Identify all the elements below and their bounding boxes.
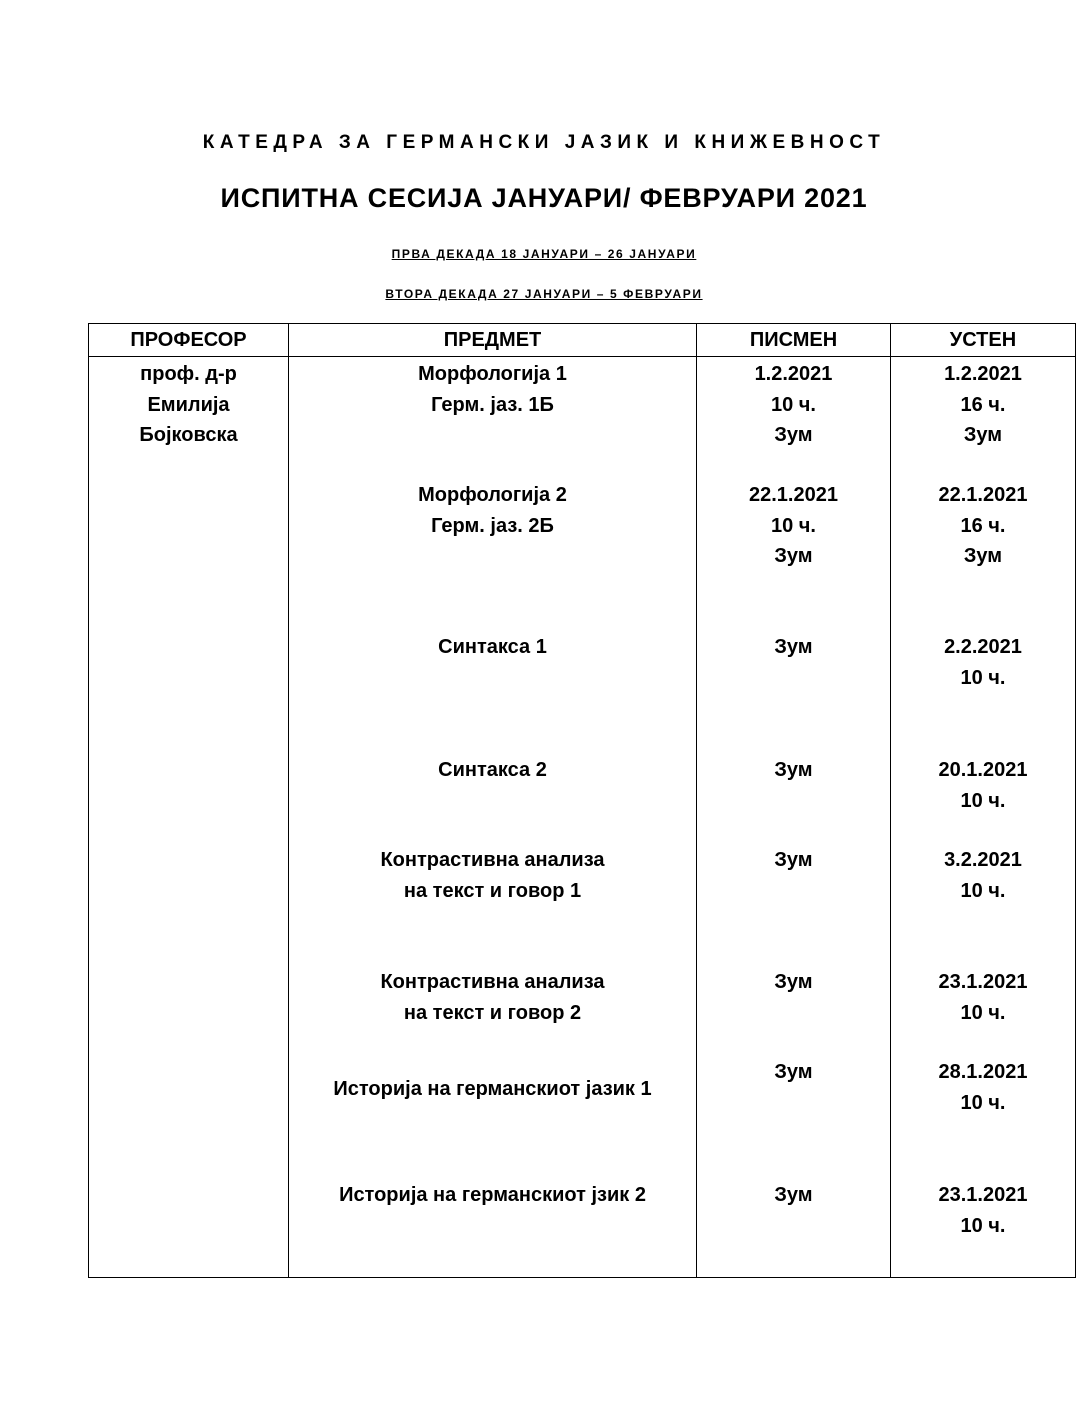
table-header-row xyxy=(89,324,1076,357)
table-body-row xyxy=(89,357,1076,1278)
oral-exam-line: 20.1.2021 xyxy=(938,759,1028,781)
subject-line: Герм. јаз. 2Б xyxy=(431,514,554,537)
oral-exam-line: 10 ч. xyxy=(960,1214,1006,1237)
subject-line: Историја на германскиот јзик 2 xyxy=(339,1184,646,1206)
oral-exam-line: 10 ч. xyxy=(960,789,1006,812)
subject-line: Контрастивна анализа xyxy=(380,849,605,871)
written-exam-line: Зум xyxy=(774,759,813,781)
oral-exam-line: 3.2.2021 xyxy=(944,849,1022,871)
written-exam-line: Зум xyxy=(774,1061,813,1083)
column-header-written: ПИСМЕН xyxy=(697,324,891,357)
professor-name-line: проф. д-р xyxy=(140,363,237,385)
written-exam-line: Зум xyxy=(774,849,813,871)
subject-line: на текст и говор 2 xyxy=(403,1001,582,1024)
written-exam-line: 10 ч. xyxy=(771,514,816,537)
column-header-oral: УСТЕН xyxy=(891,324,1076,357)
written-exam-line: Зум xyxy=(774,636,813,658)
subject-line: Контрастивна анализа xyxy=(380,971,605,993)
subject-line: Синтакса 2 xyxy=(438,759,547,781)
subject-line: Герм. јаз. 1Б xyxy=(431,393,554,416)
oral-exam-line: Зум xyxy=(963,424,1003,446)
department-heading: КАТЕДРА ЗА ГЕРМАНСКИ ЈАЗИК И КНИЖЕВНОСТ xyxy=(202,132,886,153)
second-decade-line: ВТОРА ДЕКАДА 27 ЈАНУАРИ – 5 ФЕВРУАРИ xyxy=(385,287,703,301)
written-exam-line: Зум xyxy=(774,1184,813,1206)
oral-exam-line: 16 ч. xyxy=(960,514,1006,537)
column-header-subject: ПРЕДМЕТ xyxy=(289,324,697,357)
oral-cell xyxy=(891,357,1076,1278)
exam-schedule-table xyxy=(88,323,1076,1278)
professor-cell xyxy=(89,357,289,1278)
written-exam-line: 22.1.2021 xyxy=(749,484,838,506)
written-exam-line: 10 ч. xyxy=(771,393,816,416)
oral-exam-line: 10 ч. xyxy=(960,1091,1006,1114)
subject-cell xyxy=(289,357,697,1278)
oral-exam-line: 23.1.2021 xyxy=(938,1184,1028,1206)
subject-line: Морфологија 2 xyxy=(418,484,567,506)
column-header-professor: ПРОФЕСОР xyxy=(89,324,289,357)
written-exam-line: Зум xyxy=(774,971,813,993)
written-exam-line: 1.2.2021 xyxy=(754,363,833,385)
subject-line: Морфологија 1 xyxy=(418,363,567,385)
oral-exam-line: 1.2.2021 xyxy=(944,363,1022,385)
written-cell xyxy=(697,357,891,1278)
written-exam-line: Зум xyxy=(774,545,813,567)
subject-line: Историја на германскиот јазик 1 xyxy=(333,1078,652,1100)
oral-exam-line: 16 ч. xyxy=(960,393,1006,416)
first-decade-line: ПРВА ДЕКАДА 18 ЈАНУАРИ – 26 ЈАНУАРИ xyxy=(391,247,697,261)
professor-name-line: Емилија xyxy=(147,393,230,416)
oral-exam-line: Зум xyxy=(963,545,1003,567)
oral-exam-line: 10 ч. xyxy=(960,879,1006,902)
subject-line: Синтакса 1 xyxy=(438,636,547,658)
oral-exam-line: 2.2.2021 xyxy=(944,636,1022,658)
professor-name-line: Бојковска xyxy=(139,424,238,446)
oral-exam-line: 28.1.2021 xyxy=(938,1061,1028,1083)
oral-exam-line: 23.1.2021 xyxy=(938,971,1028,993)
oral-exam-line: 22.1.2021 xyxy=(938,484,1028,506)
written-exam-line: Зум xyxy=(774,424,813,446)
subject-line: на текст и говор 1 xyxy=(403,879,582,902)
oral-exam-line: 10 ч. xyxy=(960,666,1006,689)
oral-exam-line: 10 ч. xyxy=(960,1001,1006,1024)
session-title: ИСПИТНА СЕСИЈА ЈАНУАРИ/ ФЕВРУАРИ 2021 xyxy=(220,183,868,213)
